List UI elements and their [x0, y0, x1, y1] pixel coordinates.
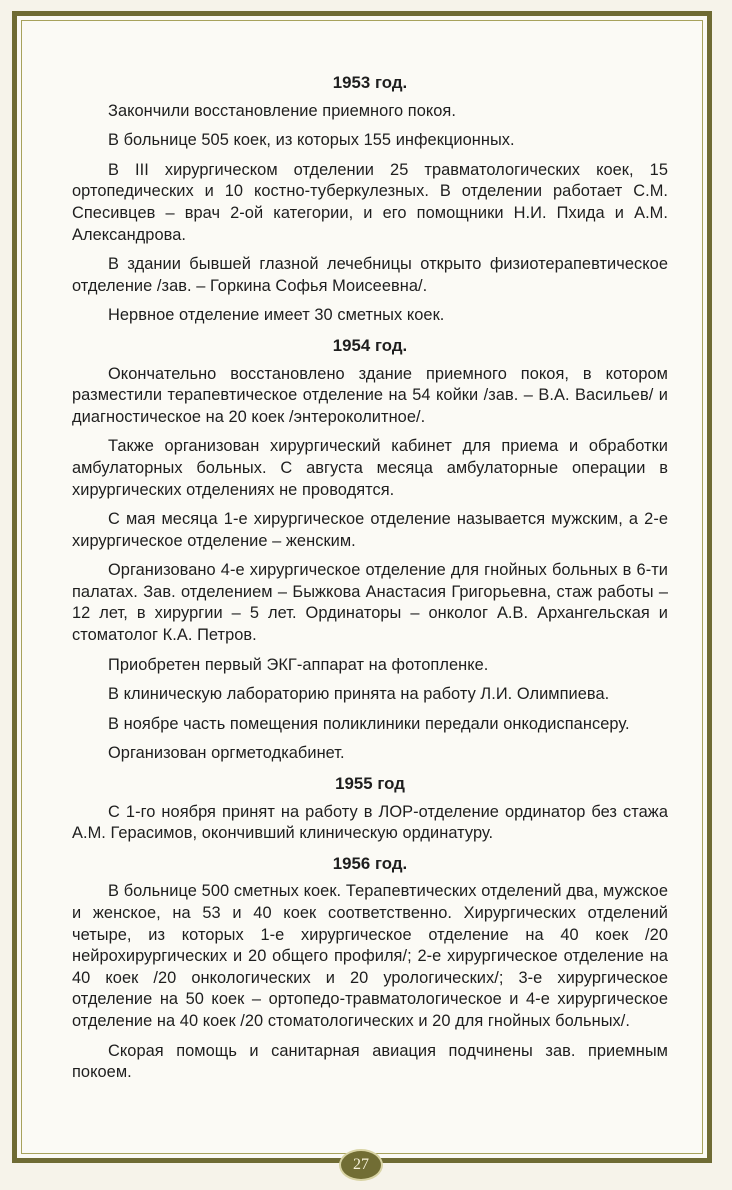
paragraph: Скорая помощь и санитарная авиация подчинены зав. приемным покоем. — [72, 1041, 668, 1082]
section-1956 — [72, 853, 668, 1084]
section-1953 — [72, 72, 668, 327]
paragraph: В больнице 500 сметных коек. Терапевтических отделений два, мужское и женское, на 53 и 40 коек соответственно. Хирургических отделений четыре, из которых 1-е хирургическое отделение на 40 коек /20 нейрохирургических и 20 общего профиля/; 2-е хирургическое отделение на 40 коек /20 онкологических и 20 урологических/; 3-е хирургическое отделение на 50 коек – ортопедо-травматологическое и 4-е хирургическое отделение на 40 коек /20 стоматологических и 20 для гнойных больных/. — [72, 882, 668, 1030]
paragraph: В здании бывшей глазной лечебницы открыто физиотерапевтическое отделение /зав. – Горкина Софья Моисеевна/. — [72, 255, 668, 295]
paragraph: Организовано 4-е хирургическое отделение для гнойных больных в 6-ти палатах. Зав. отделением – Быжкова Анастасия Григорьевна, стаж работы – 12 лет, в хирургии – 5 лет. Ординаторы – онколог А.В. Архангельская и стоматолог К.А. Петров. — [72, 561, 668, 645]
paragraph: В ноябре часть помещения поликлиники передали онкодиспансеру. — [108, 714, 630, 733]
section-title: 1956 год. — [332, 853, 408, 873]
paragraph: В клиническую лабораторию принята на работу Л.И. Олимпиева. — [108, 685, 610, 704]
paragraph: В больнице 505 коек, из которых 155 инфекционных. — [108, 131, 515, 150]
paragraph: Приобретен первый ЭКГ-аппарат на фотопленке. — [108, 655, 489, 674]
page-number: 27 — [339, 1149, 383, 1181]
paragraph: Нервное отделение имеет 30 сметных коек. — [108, 306, 445, 325]
document-body — [72, 72, 668, 1092]
paragraph: Закончили восстановление приемного покоя. — [108, 101, 456, 120]
paragraph: В III хирургическом отделении 25 травматологических коек, 15 ортопедических и 10 костно-туберкулезных. В отделении работает С.М. Спесивцев – врач 2-ой категории, и его помощники Н.И. Пхида и А.М. Александрова. — [72, 160, 668, 244]
paragraph: С 1-го ноября принят на работу в ЛОР-отделение ординатор без стажа А.М. Герасимов, окончивший клиническую ординатуру. — [72, 802, 668, 843]
section-title: 1953 год. — [332, 73, 408, 92]
paragraph: Окончательно восстановлено здание приемного покоя, в котором разместили терапевтическое отделение на 54 койки /зав. – В.А. Васильев/ и диагностическое на 20 коек /энтероколитное/. — [72, 364, 668, 426]
section-title: 1955 год — [335, 774, 405, 794]
section-1954 — [72, 335, 668, 765]
paragraph: Также организован хирургический кабинет для приема и обработки амбулаторных больных. С августа месяца амбулаторные операции в хирургических отделениях не проводятся. — [72, 437, 668, 499]
section-title: 1954 год. — [332, 335, 408, 355]
paragraph: Организован оргметодкабинет. — [108, 744, 345, 763]
section-1955 — [72, 773, 668, 845]
paragraph: С мая месяца 1-е хирургическое отделение называется мужским, а 2-е хирургическое отделение – женским. — [72, 510, 668, 550]
